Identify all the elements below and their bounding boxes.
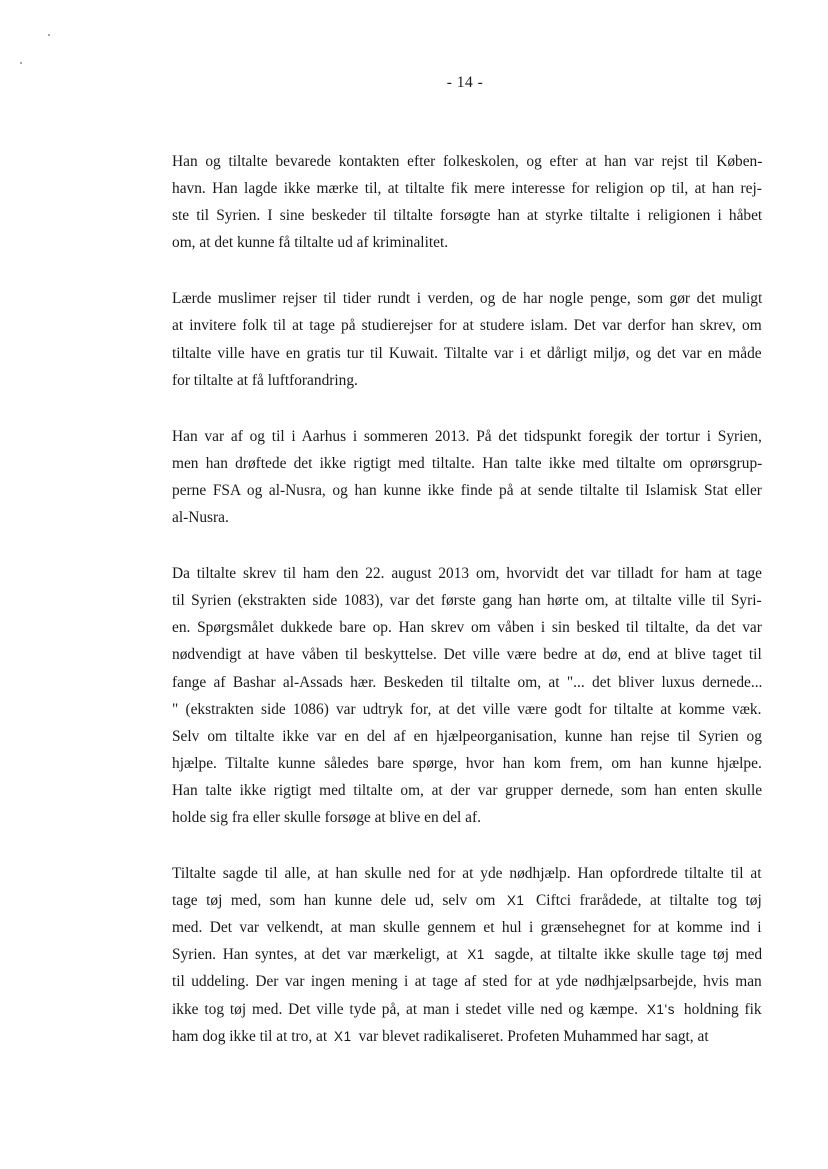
text-segment: Lærde muslimer rejser til tider rundt i verden, og de har nogle penge, som gør det muligt xyxy=(172,290,763,308)
text-segment: ste til Syrien. I sine beskeder til tiltalte forsøgte han at styrke tiltalte i religionen i håbet xyxy=(172,207,763,225)
paragraph xyxy=(172,148,762,256)
text-line xyxy=(172,860,762,887)
text-line xyxy=(172,477,762,504)
text-line xyxy=(172,312,762,339)
scan-speck xyxy=(20,62,22,64)
text-line xyxy=(172,941,762,968)
redacted-name: X1 xyxy=(334,1028,352,1044)
scan-speck xyxy=(48,34,50,36)
paragraph xyxy=(172,423,762,531)
text-line xyxy=(172,614,762,641)
text-segment: ham dog ikke til at tro, at xyxy=(172,1027,332,1045)
text-segment: holdning fik xyxy=(678,1000,762,1018)
text-segment: for tiltalte at få luftforandring. xyxy=(172,371,358,389)
text-line xyxy=(172,148,762,175)
text-line xyxy=(172,723,762,750)
text-segment: Ciftci frarådede, at tiltalte tog tøj xyxy=(527,892,762,910)
text-segment: at invitere folk til at tage på studierejser for at studere islam. Det var derfor han skrev, om xyxy=(172,317,762,335)
text-line xyxy=(172,285,762,312)
text-segment: al-Nusra. xyxy=(172,509,229,527)
text-segment: nødvendigt at have våben til beskyttelse. Det ville være bedre at dø, end at blive taget til xyxy=(172,646,762,664)
text-line xyxy=(172,587,762,614)
text-segment: til uddeling. Der var ingen mening i at tage af sted for at yde nødhjælpsarbejde, hvis man xyxy=(172,973,762,991)
text-segment: Selv om tiltalte ikke var en del af en hjælpeorganisation, kunne han rejse til Syrien og xyxy=(172,727,762,745)
text-line xyxy=(172,504,762,531)
text-line xyxy=(172,968,762,995)
text-segment: tiltalte ville have en gratis tur til Kuwait. Tiltalte var i et dårligt miljø, og det var en måde xyxy=(172,344,762,362)
text-line xyxy=(172,777,762,804)
text-line xyxy=(172,367,762,394)
text-line xyxy=(172,996,762,1023)
text-line xyxy=(172,1023,762,1050)
text-line xyxy=(172,696,762,723)
text-line xyxy=(172,560,762,587)
text-line xyxy=(172,423,762,450)
text-segment: Da tiltalte skrev til ham den 22. august 2013 om, hvorvidt det var tilladt for ham at tage xyxy=(172,565,762,583)
text-line xyxy=(172,750,762,777)
text-line xyxy=(172,641,762,668)
page-number: - 14 - xyxy=(446,74,484,91)
text-line xyxy=(172,175,762,202)
text-segment: til Syrien (ekstrakten side 1083), var det første gang han hørte om, at tiltalte ville til Syri- xyxy=(172,592,762,610)
text-line xyxy=(172,887,762,914)
text-line xyxy=(172,202,762,229)
text-segment: men han drøftede det ikke rigtigt med tiltalte. Han talte ikke med tiltalte om oprørsgrup- xyxy=(172,454,763,472)
redacted-name: X1 xyxy=(506,893,525,909)
text-line xyxy=(172,229,762,256)
text-segment: " (ekstrakten side 1086) var udtryk for, at det ville være godt for tiltalte at komme væk. xyxy=(172,700,762,718)
text-segment: Han var af og til i Aarhus i sommeren 2013. På det tidspunkt foregik der tortur i Syrien, xyxy=(172,427,762,445)
text-segment: fange af Bashar al-Assads hær. Beskeden til tiltalte om, at "... det bliver luxus dernede... xyxy=(172,673,763,691)
paragraph xyxy=(172,560,762,831)
text-segment: holde sig fra eller skulle forsøge at blive en del af. xyxy=(172,808,481,826)
text-segment: en. Spørgsmålet dukkede bare op. Han skrev om våben i sin besked til tiltalte, da det var xyxy=(172,619,762,637)
text-line xyxy=(172,450,762,477)
redacted-name: X1 xyxy=(467,947,485,963)
text-segment: havn. Han lagde ikke mærke til, at tiltalte fik mere interesse for religion op til, at han rej- xyxy=(172,180,762,198)
text-segment: Han talte ikke rigtigt med tiltalte om, at der var grupper dernede, som han enten skulle xyxy=(172,781,763,799)
document-body xyxy=(172,148,762,1079)
paragraph xyxy=(172,860,762,1050)
text-segment: sagde, at tiltalte ikke skulle tage tøj med xyxy=(487,946,763,964)
text-segment: ikke tog tøj med. Det ville tyde på, at man i stedet ville ned og kæmpe. xyxy=(172,1000,644,1018)
text-segment: med. Det var velkendt, at man skulle gennem et hul i grænsehegnet for at komme ind i xyxy=(172,919,762,937)
text-line xyxy=(172,914,762,941)
text-segment: tage tøj med, som han kunne dele ud, selv om xyxy=(172,892,504,910)
paragraph xyxy=(172,285,762,393)
text-segment: var blevet radikaliseret. Profeten Muhammed har sagt, at xyxy=(354,1027,709,1045)
text-segment: Tiltalte sagde til alle, at han skulle ned for at yde nødhjælp. Han opfordrede tiltalte til at xyxy=(172,865,762,883)
text-line xyxy=(172,669,762,696)
text-segment: Han og tiltalte bevarede kontakten efter folkeskolen, og efter at han var rejst til Køben- xyxy=(172,153,763,170)
text-line xyxy=(172,340,762,367)
redacted-name: X1's xyxy=(646,1001,676,1017)
text-segment: perne FSA og al-Nusra, og han kunne ikke finde på at sende tiltalte til Islamisk Stat eller xyxy=(172,481,762,499)
text-line xyxy=(172,804,762,831)
text-segment: hjælpe. Tiltalte kunne således bare spørge, hvor han kom frem, om han kunne hjælpe. xyxy=(172,754,762,772)
text-segment: om, at det kunne få tiltalte ud af kriminalitet. xyxy=(172,234,449,252)
text-segment: Syrien. Han syntes, at det var mærkeligt, at xyxy=(172,946,465,964)
